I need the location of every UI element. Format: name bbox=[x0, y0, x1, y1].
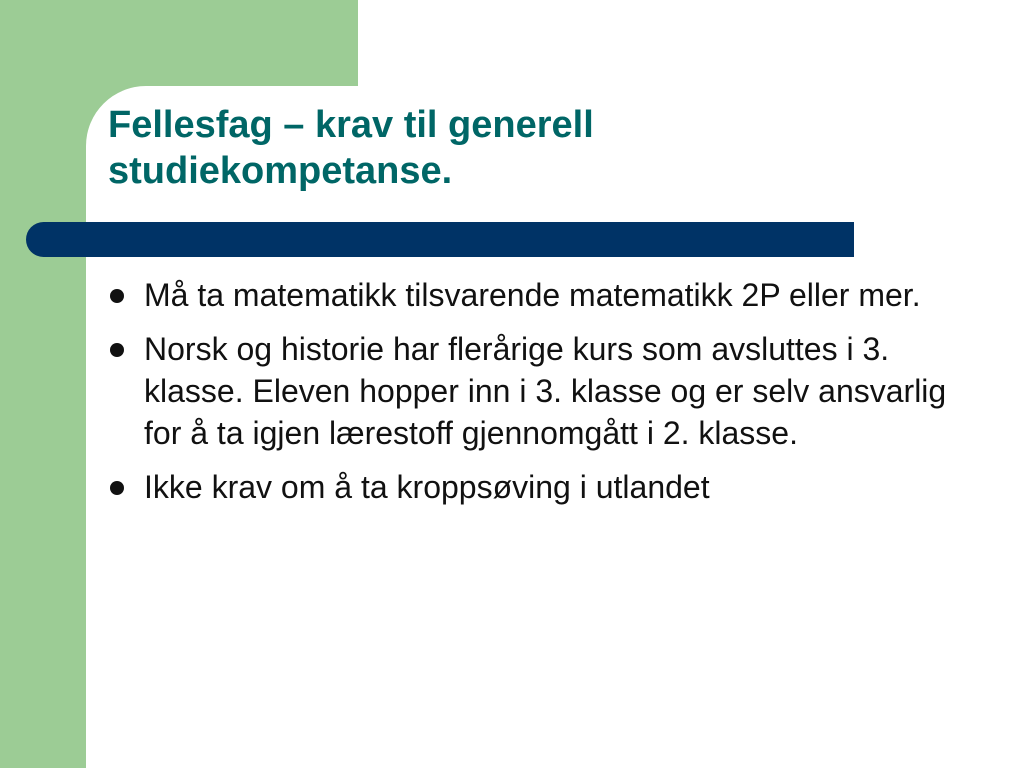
bullet-list bbox=[106, 274, 956, 520]
bullet-dot-icon bbox=[110, 289, 124, 303]
bullet-text: Norsk og historie har flerårige kurs som avsluttes i 3. klasse. Eleven hopper inn i 3. klasse og er selv ansvarlig for å ta igjen lærestoff gjennomgått i 2. klasse. bbox=[144, 331, 947, 451]
slide-title: Fellesfag – krav til generell studiekompetanse. bbox=[108, 104, 594, 192]
bullet-dot-icon bbox=[110, 481, 124, 495]
bullet-item bbox=[106, 274, 956, 316]
bullet-text: Må ta matematikk tilsvarende matematikk 2P eller mer. bbox=[144, 277, 921, 313]
bullet-dot-icon bbox=[110, 343, 124, 357]
bullet-text: Ikke krav om å ta kroppsøving i utlandet bbox=[144, 469, 710, 505]
bullet-item bbox=[106, 466, 956, 508]
title-underline-bar bbox=[26, 222, 854, 257]
bullet-item bbox=[106, 328, 956, 454]
